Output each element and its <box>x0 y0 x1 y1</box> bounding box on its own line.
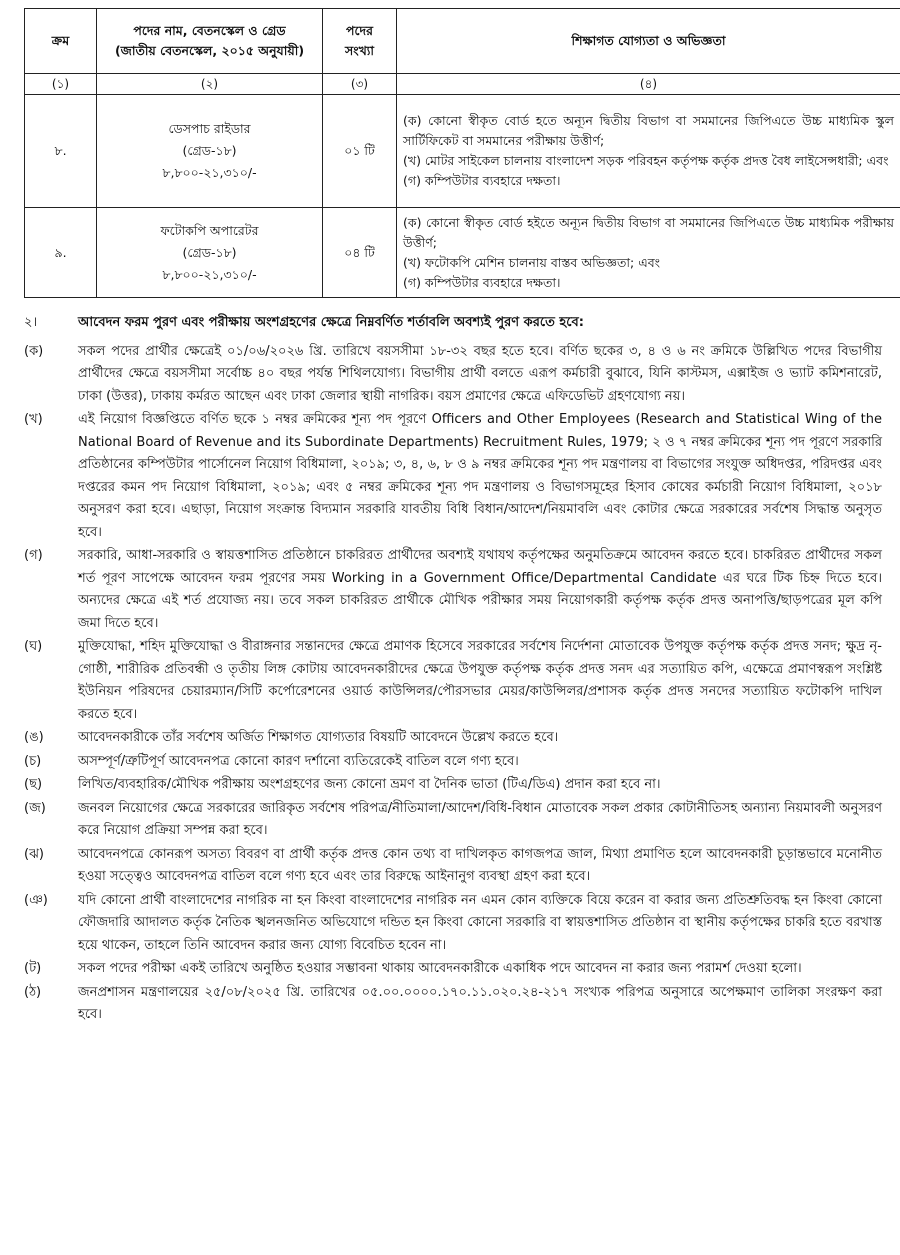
post-grade: (গ্রেড-১৮) <box>182 143 237 158</box>
condition-item <box>12 798 890 843</box>
condition-text: যদি কোনো প্রার্থী বাংলাদেশের নাগরিক না হন কিংবা বাংলাদেশের নাগরিক নন এমন কোন ব্যক্তিকে বিয়ে করেন বা করার জন্য প্রতিশ্রুতিবদ্ধ হন কিংবা কোনো ফৌজদারি আদালত কর্তৃক নৈতিক স্খলনজনিত অভিযোগে দন্ডিত হন কিংবা কোনো সরকারি বা স্বায়ত্তশাসিত প্রতিষ্ঠান বা স্থানীয় কর্তৃপক্ষের চাকরি হতে বরখাস্ত হয়ে থাকেন, তাহলে তিনি আবেদন করার জন্য যোগ্য বিবেচিত হবেন না। <box>78 892 882 953</box>
qualification-line: (খ) ফটোকপি মেশিন চালনায় বাস্তব অভিজ্ঞতা; এবং <box>403 254 661 270</box>
section-heading-text: আবেদন ফরম পুরণ এবং পরীক্ষায় অংশগ্রহণের ক্ষেত্রে নিম্নবর্ণিত শর্তাবলি অবশ্যই পুরণ করতে হবে: <box>78 315 584 330</box>
qualification-line: (গ) কম্পিউটার ব্যবহারে দক্ষতা। <box>403 274 561 290</box>
column-number: (২) <box>97 74 323 95</box>
header-post-count-line2: সংখ্যা <box>344 43 375 58</box>
condition-item <box>12 545 890 635</box>
section-number: ২। <box>24 315 38 330</box>
row-serial: ৯. <box>25 208 97 298</box>
condition-label: (জ) <box>24 800 46 816</box>
condition-label: (ঙ) <box>24 730 44 745</box>
condition-label: (ঝ) <box>24 846 44 862</box>
qualification-line: (ক) কোনো স্বীকৃত বোর্ড হইতে অন্যূন দ্বিতীয় বিভাগ বা সমমানের জিপিএতে উচ্চ মাধ্যমিক পরীক্ষায় উত্তীর্ণ; <box>403 214 894 250</box>
condition-text: আবেদনপত্রে কোনরূপ অসত্য বিবরণ বা প্রার্থী কর্তৃক প্রদত্ত কোন তথ্য বা দাখিলকৃত কাগজপত্র জাল, মিথ্যা প্রমাণিত হলে আবেদনকারী চূড়ান্তভাবে মনোনীত হওয়া সত্ত্বেও আবেদনপত্র বাতিল বলে গণ্য হবে এবং তার বিরুদ্ধে আইনানুগ ব্যবস্থা গ্রহণ করা হবে। <box>78 846 882 884</box>
header-post-name <box>97 9 323 74</box>
posts-table <box>24 8 900 298</box>
qualification-line: (খ) মোটর সাইকেল চালনায় বাংলাদেশ সড়ক পরিবহন কর্তৃপক্ষ কর্তৃক প্রদত্ত বৈধ লাইসেন্সধারী; এবং <box>403 153 889 168</box>
condition-item <box>12 727 890 750</box>
condition-text: জনপ্রশাসন মন্ত্রণালয়ের ২৫/০৮/২০২৫ খ্রি. তারিখের ০৫.০০.০০০০.১৭০.১১.০২০.২৪-২১৭ সংখ্যক পরিপত্র অনুসারে অপেক্ষমাণ তালিকা সংরক্ষণ করা হবে। <box>78 984 882 1022</box>
condition-item <box>12 982 890 1027</box>
qualification-line: (ক) কোনো স্বীকৃত বোর্ড হতে অন্যূন দ্বিতীয় বিভাগ বা সমমানের জিপিএতে উচ্চ মাধ্যমিক স্কুল সার্টিফিকেট বা সমমানের পরীক্ষায় উত্তীর্ণ; <box>403 113 894 148</box>
header-serial: ক্রম <box>25 9 97 74</box>
row-serial: ৮. <box>25 95 97 208</box>
column-number: (১) <box>25 74 97 95</box>
condition-text: লিখিত/ব্যবহারিক/মৌখিক পরীক্ষায় অংশগ্রহণের জন্য কোনো ভ্রমণ বা দৈনিক ভাতা (টিএ/ডিএ) প্রদান করা হবে না। <box>78 777 661 792</box>
table-row <box>25 95 900 208</box>
condition-item <box>12 636 890 726</box>
condition-text: অসম্পূর্ণ/ত্রুটিপূর্ণ আবেদনপত্র কোনো কারণ দর্শানো ব্যতিরেকেই বাতিল বলে গণ্য হবে। <box>78 753 519 769</box>
header-post-count-line1: পদের <box>346 23 373 38</box>
condition-text: মুক্তিযোদ্ধা, শহিদ মুক্তিযোদ্ধা ও বীরাঙ্গনার সন্তানদের ক্ষেত্রে প্রমাণক হিসেবে সরকারের সর্বশেষ নির্দেশনা মোতাবেক উপযুক্ত কর্তৃপক্ষ কর্তৃক প্রদত্ত সনদ; ক্ষুদ্র নৃ-গোষ্ঠী, শারীরিক প্রতিবন্ধী ও তৃতীয় লিঙ্গ কোটায় আবেদনকারীদের ক্ষেত্রে উপযুক্ত কর্তৃপক্ষ কর্তৃক প্রদত্ত সনদ এর সত্যায়িত কপি, এক্ষেত্রে প্রমাণস্বরূপ সংশ্লিষ্ট ইউনিয়ন পরিষদের চেয়ারম্যান/সিটি কর্পোরেশনের ওয়ার্ড কাউন্সিলর/পৌরসভার মেয়র/কাউন্সিলর/প্রশাসক কর্তৃক প্রদত্ত সনদের সত্যায়িত ফটোকপি দাখিল করতে হবে। <box>78 639 882 722</box>
condition-item <box>12 844 890 889</box>
header-qualification: শিক্ষাগত যোগ্যতা ও অভিজ্ঞতা <box>397 9 900 74</box>
condition-item <box>12 890 890 958</box>
condition-label: (চ) <box>24 753 42 769</box>
table-row <box>25 208 900 298</box>
table-header-row <box>25 9 900 74</box>
condition-item <box>12 409 890 544</box>
condition-item <box>12 774 890 797</box>
row-post <box>97 208 323 298</box>
row-qualification <box>397 95 900 208</box>
condition-label: (গ) <box>24 548 43 563</box>
condition-text: জনবল নিয়োগের ক্ষেত্রে সরকারের জারিকৃত সর্বশেষ পরিপত্র/নীতিমালা/আদেশ/বিধি-বিধান মোতাবেক সকল প্রকার কোটানীতিসহ অন্যান্য নিয়মাবলী অনুসরণ করে নিয়োগ প্রক্রিয়া সম্পন্ন করা হবে। <box>78 800 882 838</box>
condition-item <box>12 751 890 774</box>
row-post <box>97 95 323 208</box>
column-number-row <box>25 74 900 95</box>
post-scale: ৮,৮০০-২১,৩১০/- <box>162 266 257 282</box>
condition-item <box>12 958 890 981</box>
post-scale: ৮,৮০০-২১,৩১০/- <box>162 165 257 180</box>
conditions-heading <box>12 312 890 335</box>
column-number: (৪) <box>397 74 900 95</box>
row-qualification <box>397 208 900 298</box>
qualification-line: (গ) কম্পিউটার ব্যবহারে দক্ষতা। <box>403 173 561 188</box>
condition-label: (ঞ) <box>24 892 48 908</box>
header-post-count <box>323 9 397 74</box>
condition-label: (ঠ) <box>24 984 42 1000</box>
condition-label: (খ) <box>24 412 43 427</box>
conditions-section <box>12 312 890 1027</box>
post-grade: (গ্রেড-১৮) <box>182 244 237 260</box>
condition-text: সকল পদের প্রার্থীর ক্ষেত্রেই ০১/০৬/২০২৬ খ্রি. তারিখে বয়সসীমা ১৮-৩২ বছর হতে হবে। বর্ণিত ছকের ৩, ৪ ও ৬ নং ক্রমিকে উল্লিখিত পদের বিভাগীয় প্রার্থীদের ক্ষেত্রে বয়সসীমা সর্বোচ্চ ৪০ বছর পর্যন্ত শিথিলযোগ্য। বিভাগীয় প্রার্থী বলতে এরূপ কর্মচারী বুঝাবে, যিনি কাস্টমস, এক্সাইজ ও ভ্যাট কমিশনারেট, ঢাকা (উত্তর), ঢাকায় কর্মরত আছেন এবং ঢাকা জেলার স্থায়ী নাগরিক। বয়স প্রমাণের ক্ষেত্রে এফিডেভিট গ্রহণযোগ্য নয়। <box>78 343 882 404</box>
column-number: (৩) <box>323 74 397 95</box>
post-name: ফটোকপি অপারেটর <box>160 222 259 238</box>
condition-label: (ট) <box>24 961 42 976</box>
condition-label: (ছ) <box>24 777 43 792</box>
row-count: ০৪ টি <box>323 208 397 298</box>
condition-label: (ক) <box>24 343 44 359</box>
header-post-name-line2: (জাতীয় বেতনস্কেল, ২০১৫ অনুযায়ী) <box>114 43 305 58</box>
condition-text: আবেদনকারীকে তাঁর সর্বশেষ অর্জিত শিক্ষাগত যোগ্যতার বিষয়টি আবেদনে উল্লেখ করতে হবে। <box>78 730 559 745</box>
condition-label: (ঘ) <box>24 639 43 654</box>
row-count: ০১ টি <box>323 95 397 208</box>
condition-text: সরকারি, আধা-সরকারি ও স্বায়ত্তশাসিত প্রতিষ্ঠানে চাকরিরত প্রার্থীদের অবশ্যই যথাযথ কর্তৃপক্ষের অনুমতিক্রমে আবেদন করতে হবে। চাকরিরত প্রার্থীদের সকল শর্ত পূরণ সাপেক্ষে আবেদন ফরম পূরণের সময় Working in a Government Office/Departmental Candidate এর ঘরে টিক চিহ্ন দিতে হবে। অন্যদের ক্ষেত্রে এই শর্ত প্রযোজ্য নয়। তবে সকল চাকরিরত প্রার্থীকে মৌখিক পরীক্ষার সময় নিয়োগকারী কর্তৃপক্ষ কর্তৃক প্রদত্ত অনাপত্তি/ছাড়পত্রের মূল কপি জমা দিতে হবে। <box>78 548 882 631</box>
condition-text: এই নিয়োগ বিজ্ঞপ্তিতে বর্ণিত ছকে ১ নম্বর ক্রমিকের শূন্য পদ পূরণে Officers and Other Employees (Research and Statistical Wing of the National Board of Revenue and its Subordinate Departments) Recruitment Rules, 1979; ২ ও ৭ নম্বর ক্রমিকের শূন্য পদ পূরণে সরকারি প্রতিষ্ঠানের কম্পিউটার পার্সোনেল নিয়োগ বিধিমালা, ২০১৯; ৩, ৪, ৬, ৮ ও ৯ নম্বর ক্রমিকের শূন্য পদ মন্ত্রণালয় বা বিভাগের সংযুক্ত অধিদপ্তর, পরিদপ্তর এবং দপ্তরের কমন পদ নিয়োগ বিধিমালা, ২০১৯; এবং ৫ নম্বর ক্রমিকের শূন্য পদ মন্ত্রণালয় ও বিভাগসমূহের হিসাব কোষের কর্মচারী নিয়োগ বিধিমালা, ২০১৮ অনুসরণ করা হবে। এছাড়া, নিয়োগ সংক্রান্ত বিদ্যমান সরকারি যাবতীয় বিধি বিধান/আদেশ/নিয়মাবলি এবং কোটার ক্ষেত্রে সরকারের সর্বশেষ সিদ্ধান্ত অনুসৃত হবে। <box>78 412 882 540</box>
condition-item <box>12 341 890 409</box>
condition-text: সকল পদের পরীক্ষা একই তারিখে অনুষ্ঠিত হওয়ার সম্ভাবনা থাকায় আবেদনকারীকে একাধিক পদে আবেদন না করার জন্য পরামর্শ দেওয়া হলো। <box>78 961 802 976</box>
header-post-name-line1: পদের নাম, বেতনস্কেল ও গ্রেড <box>133 23 286 38</box>
post-name: ডেসপাচ রাইডার <box>168 121 251 136</box>
